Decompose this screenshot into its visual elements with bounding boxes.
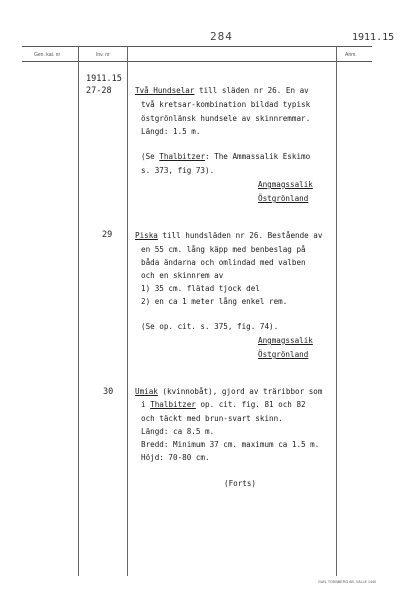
year-header: 1911.15 <box>352 32 395 43</box>
entry-line: Bredd: Minimum 37 cm. maximum ca 1.5 m. <box>141 440 320 449</box>
column-header-anm: Anm. <box>345 52 357 58</box>
inv-year: 1911.15 <box>86 74 122 84</box>
entry-line: 1) 35 cm. flätad tjock del <box>141 284 260 293</box>
entry-line: Längd: 1.5 m. <box>141 127 201 136</box>
region-label: Östgrönland <box>258 194 309 203</box>
place-label: Angmagssalik <box>258 180 313 189</box>
entry-line: 2) en ca 1 meter lång enkel rem. <box>141 297 288 306</box>
continuation-note: (Forts) <box>224 479 257 488</box>
inv-number: 27-28 <box>86 86 112 96</box>
entry-line: och en skinnrem av <box>141 271 224 280</box>
entry-line: östgrönlänsk hundsele av skinnremmar. <box>141 114 311 123</box>
column-divider-2 <box>127 46 128 576</box>
entry-line: s. 373, fig 73). <box>141 166 215 175</box>
entry-line: Umiak (kvinnobåt), gjord av träribbor som <box>135 387 323 396</box>
entry-line: Två Hundselar till släden nr 26. En av <box>135 86 309 95</box>
entry-line: Längd: ca 8.5 m. <box>141 427 215 436</box>
place-label: Angmagssalik <box>258 336 313 345</box>
entry-line: två kretsar-kombination bildad typisk <box>141 100 311 109</box>
entry-line: en 55 cm. lång käpp med benbeslag på <box>141 245 306 254</box>
entry-line: och täckt med brun-svart skinn. <box>141 414 283 423</box>
inv-number: 30 <box>103 387 114 397</box>
entry-line: Piska till hundsläden nr 26. Bestående av <box>135 231 323 240</box>
page-number: 284 <box>210 30 233 43</box>
entry-line: (Se op. cit. s. 375, fig. 74). <box>141 322 279 331</box>
entry-line: båda ändarna och omlindad med valben <box>141 258 306 267</box>
inv-number: 29 <box>102 230 113 240</box>
entry-line: (Se Thalbitzer: The Ammassalik Eskimo <box>141 152 311 161</box>
column-header-gen-kat-nr: Gen. kat. nr <box>34 52 61 58</box>
entry-line: i Thalbitzer op. cit. fig. 81 och 82 <box>141 400 306 409</box>
header-top-rule <box>22 46 372 47</box>
column-divider-3 <box>336 46 337 576</box>
printer-imprint: GUN. TORNBERG AB, VÄLLE 1440 <box>318 580 376 584</box>
region-label: Östgrönland <box>258 350 309 359</box>
header-bottom-rule <box>22 61 372 62</box>
column-header-inv-nr: Inv. nr <box>96 52 110 58</box>
entry-line: Höjd: 70-80 cm. <box>141 453 210 462</box>
column-divider-1 <box>78 46 79 576</box>
